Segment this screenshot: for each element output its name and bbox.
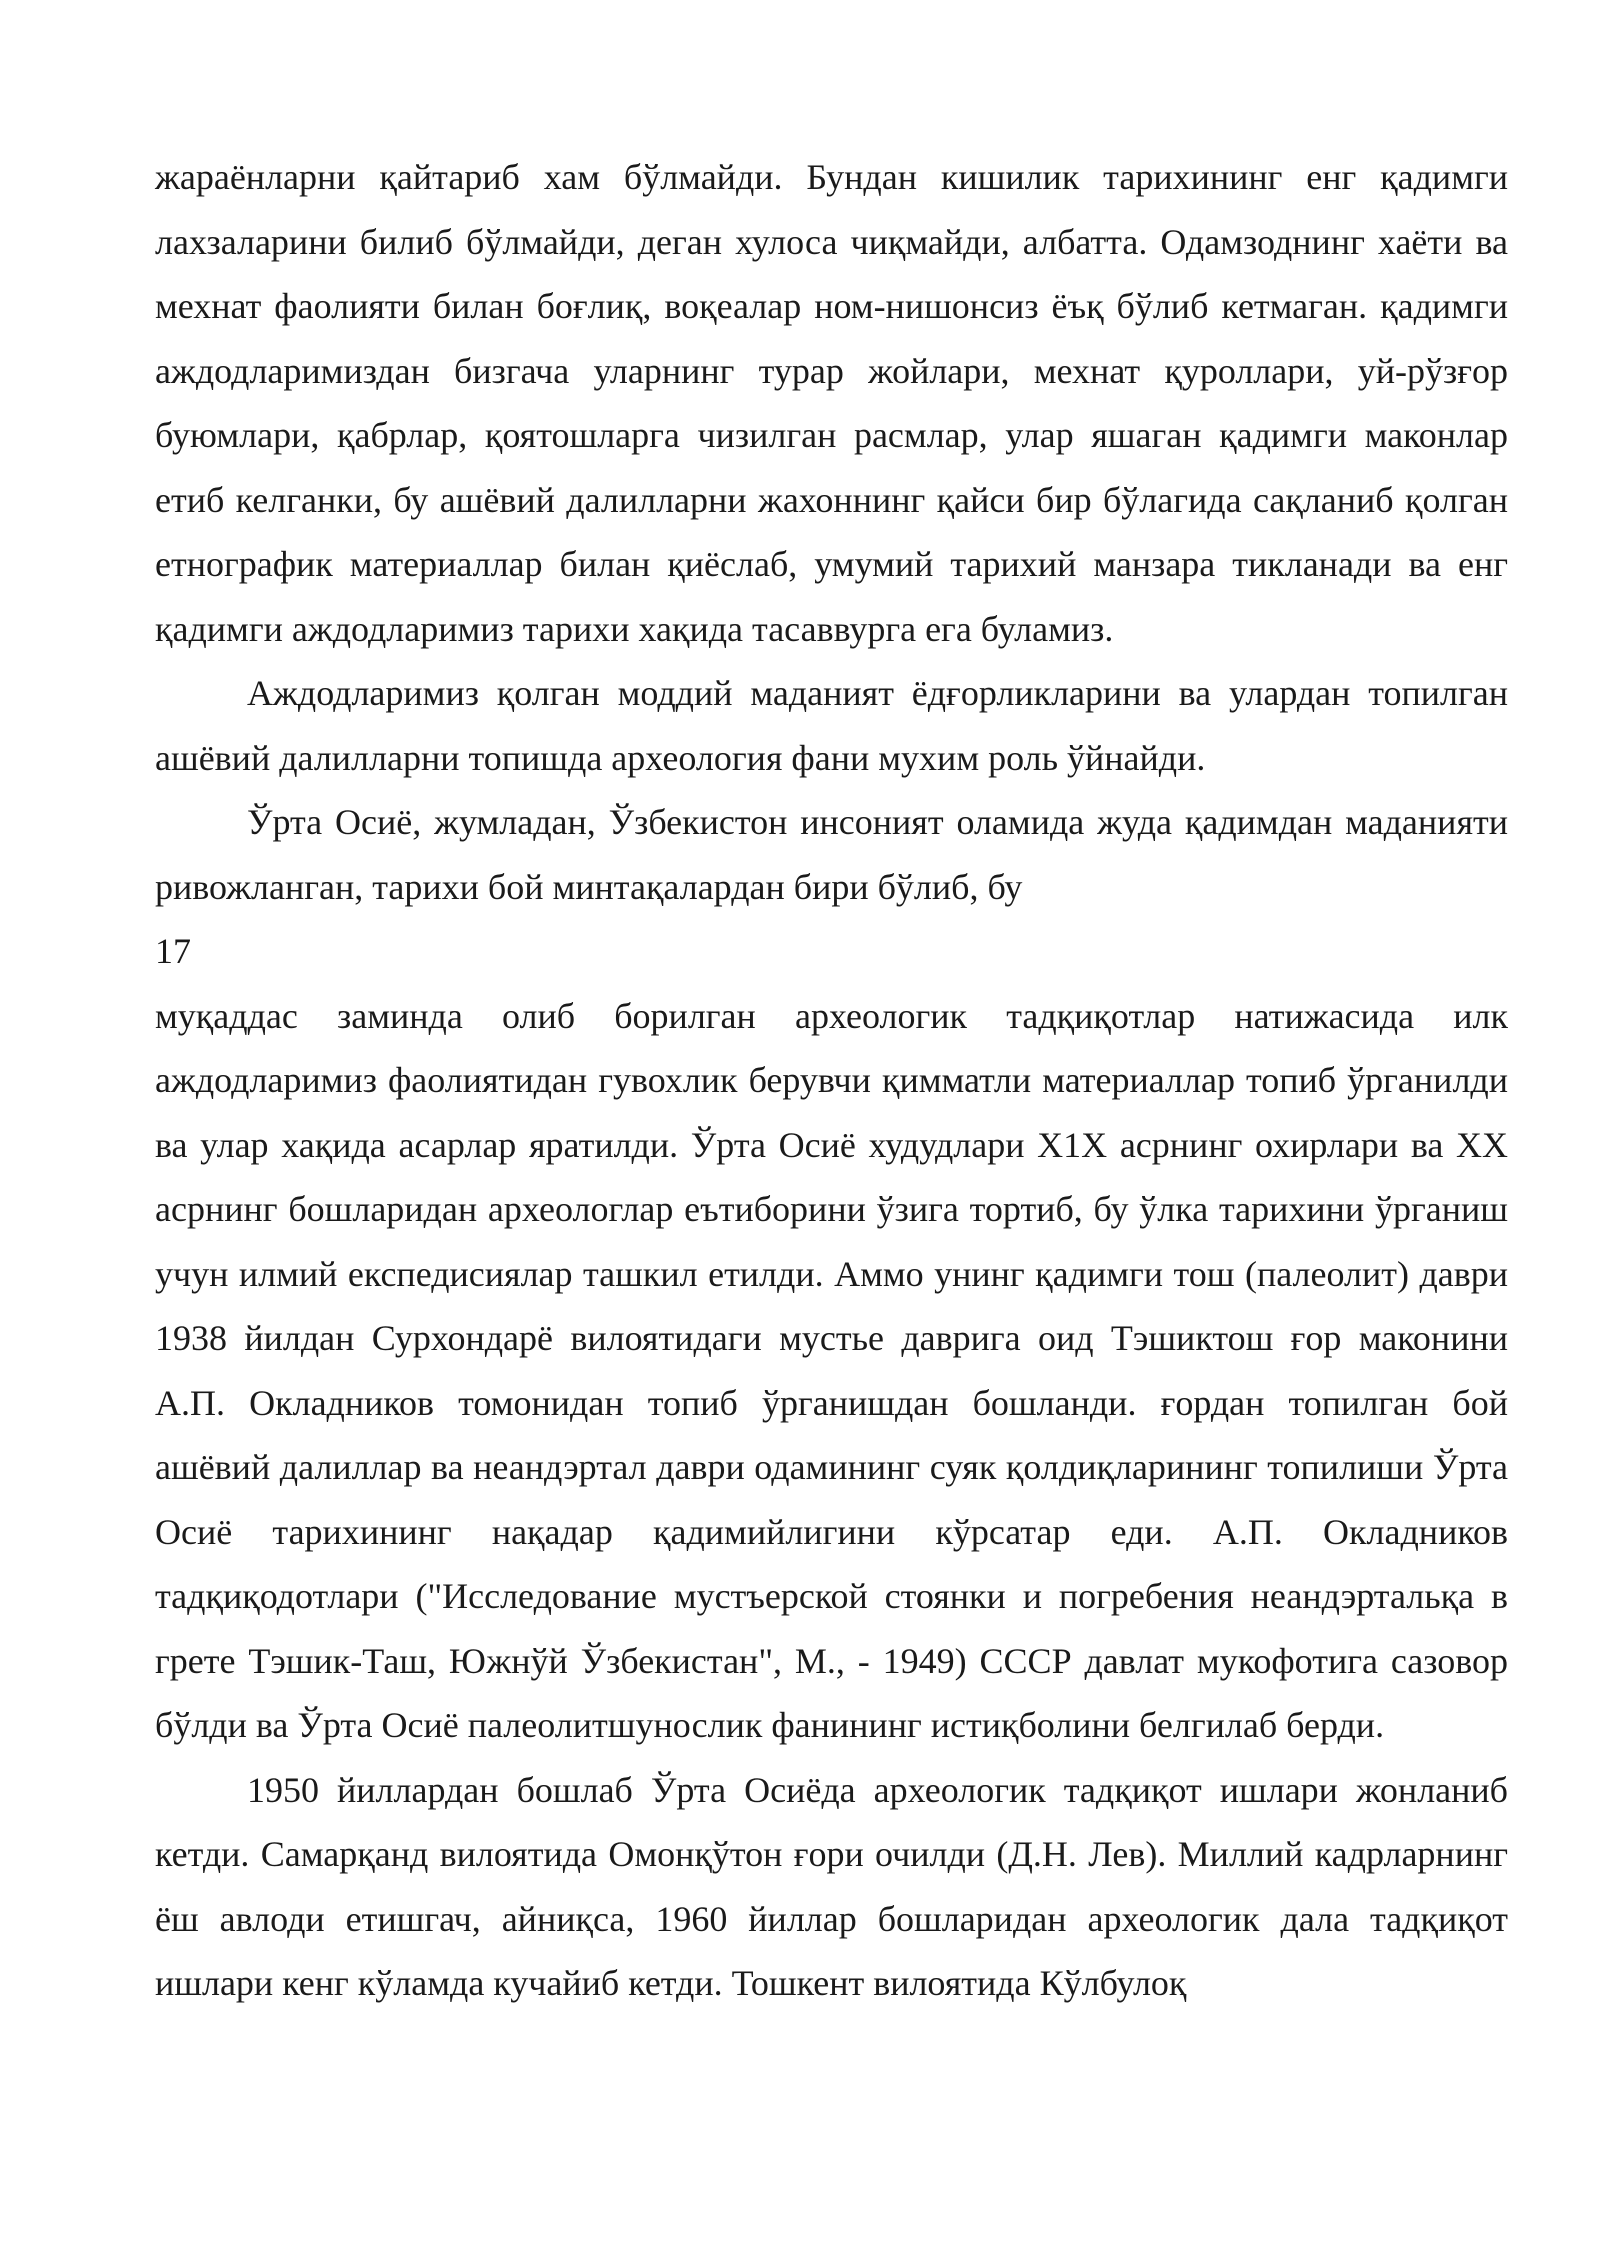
paragraph-central-asia: Ўрта Осиё, жумладан, Ўзбекистон инсоният оламида жуда қадимдан маданияти ривожланган, тарихи бой минтақалардан бири бўлиб, бу (155, 802, 1508, 907)
paragraph-1950s-research: 1950 йиллардан бошлаб Ўрта Осиёда археологик тадқиқот ишлари жонланиб кетди. Самарқанд вилоятида Омонқўтон ғори очилди (Д.Н. Лев). Миллий кадрларнинг ёш авлоди етишгач, айниқса, 1960 йиллар бошларидан археологик дала тадқиқот ишлари кенг кўламда кучайиб кетди. Тошкент вилоятида Кўлбулоқ (155, 1769, 1508, 2003)
document-page (155, 145, 1508, 2016)
page-number: 17 (155, 931, 191, 971)
paragraph-archaeology-role: Аждодларимиз қолган моддий маданият ёдғорликларини ва улардан топилган ашёвий далилларни топишда археология фани мухим роль ўйнайди. (155, 673, 1508, 778)
paragraph-history-intro: жараёнларни қайтариб хам бўлмайди. Бундан кишилик тарихининг енг қадимги лахзаларини билиб бўлмайди, деган хулоса чиқмайди, албатта. Одамзоднинг хаёти ва мехнат фаолияти билан боғлиқ, воқеалар ном-нишонсиз ёъқ бўлиб кетмаган. қадимги аждодларимиздан бизгача уларнинг турар жойлари, мехнат қуроллари, уй-рўзғор буюмлари, қабрлар, қоятошларга чизилган расмлар, улар яшаган қадимги маконлар етиб келганки, бу ашёвий далилларни жахоннинг қайси бир бўлагида сақланиб қолган етнографик материаллар билан қиёслаб, умумий тарихий манзара тикланади ва енг қадимги аждодларимиз тарихи хақида тасаввурга ега буламиз. (155, 157, 1508, 649)
paragraph-research-history: муқаддас заминда олиб борилган археологик тадқиқотлар натижасида илк аждодларимиз фаолиятидан гувохлик берувчи қимматли материаллар топиб ўрганилди ва улар хақида асарлар яратилди. Ўрта Осиё худудлари Х1Х асрнинг охирлари ва ХХ асрнинг бошларидан археологлар еътиборини ўзига тортиб, бу ўлка тарихини ўрганиш учун илмий експедисиялар ташкил етилди. Аммо унинг қадимги тош (палеолит) даври 1938 йилдан Сурхондарё вилоятидаги мустье даврига оид Тэшиктош ғор маконини А.П. Окладников томонидан топиб ўрганишдан бошланди. ғордан топилган бой ашёвий далиллар ва неандэртал даври одамининг суяк қолдиқларининг топилиши Ўрта Осиё тарихининг нақадар қадимийлигини кўрсатар еди. А.П. Окладников тадқиқодотлари ("Исследование мустъерской стоянки и погребения неандэртальқа в грете Тэшик-Таш, Южнўй Ўзбекистан", М., - 1949) СССР давлат мукофотига сазовор бўлди ва Ўрта Осиё палеолитшунослик фанининг истиқболини белгилаб берди. (155, 995, 1508, 1745)
